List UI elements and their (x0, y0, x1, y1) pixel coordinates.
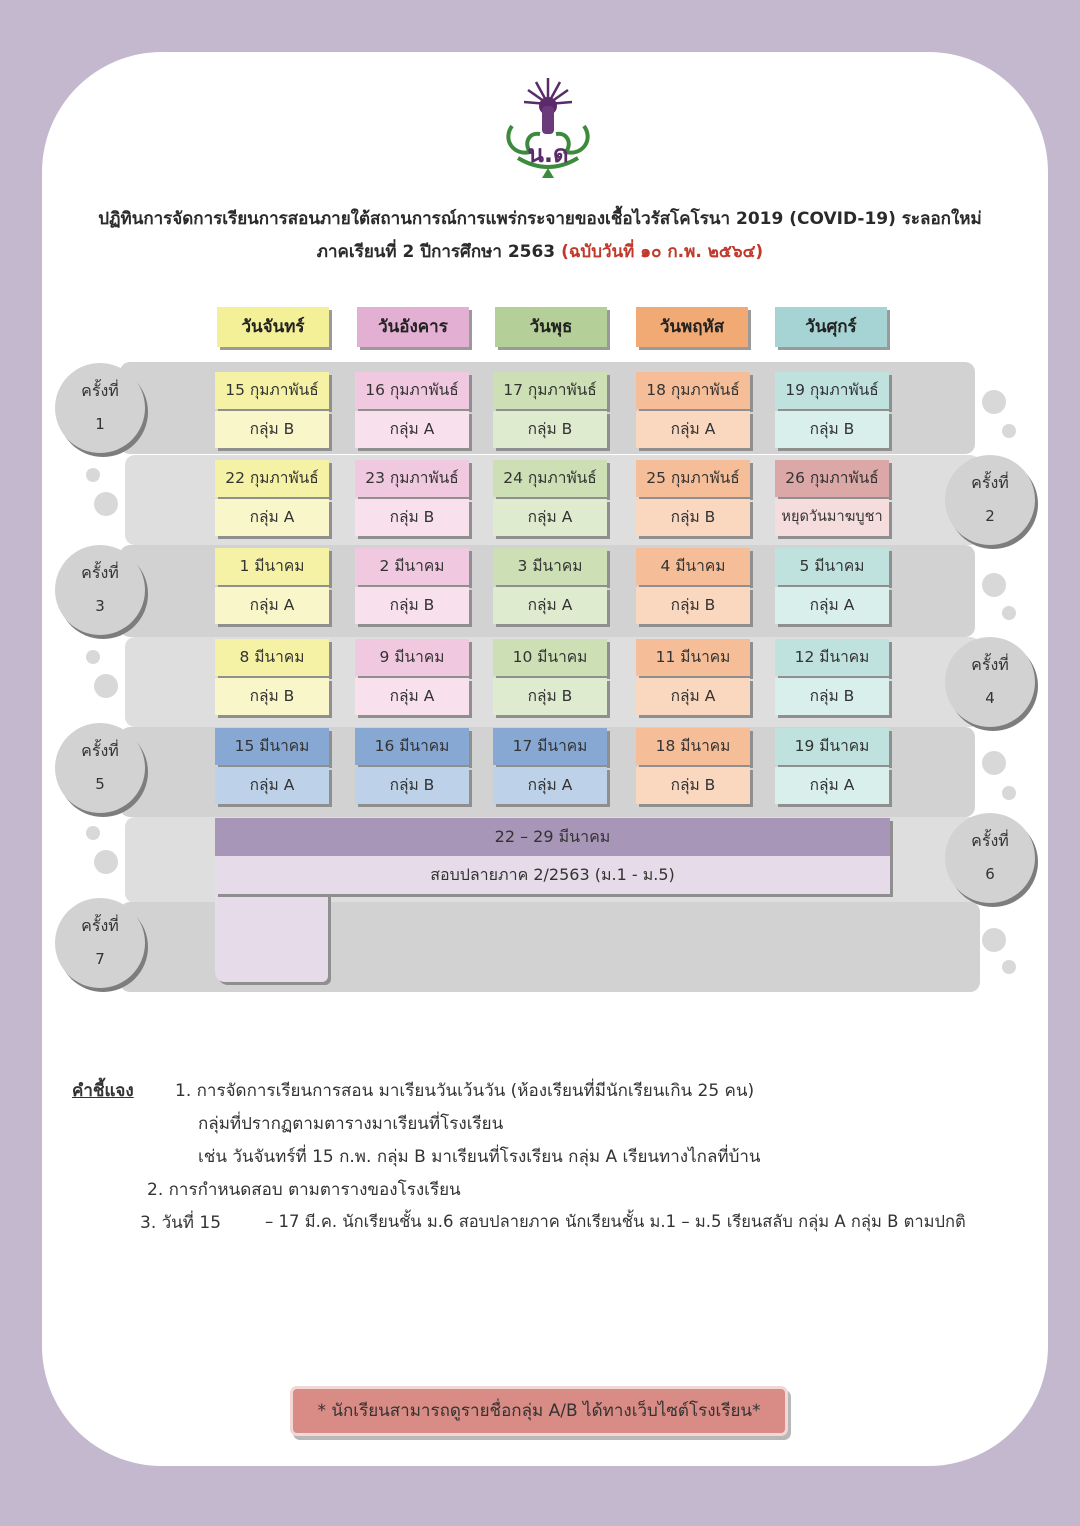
day-header-fri: วันศุกร์ (775, 307, 887, 347)
round-number: 7 (95, 950, 105, 968)
holiday-date-cell: 26 กุมภาพันธ์ (775, 460, 889, 497)
date-cell: 2 มีนาคม (355, 548, 469, 585)
date-cell: 17 กุมภาพันธ์ (493, 372, 607, 409)
round-label: ครั้งที่ (81, 563, 119, 582)
date-cell: 11 มีนาคม (636, 639, 750, 676)
round-marker-5 (55, 723, 145, 813)
group-cell: กลุ่ม B (636, 587, 750, 624)
round-label: ครั้งที่ (81, 916, 119, 935)
group-cell: กลุ่ม B (355, 767, 469, 804)
group-cell: กลุ่ม A (493, 767, 607, 804)
date-cell: 10 มีนาคม (493, 639, 607, 676)
date-cell: 15 มีนาคม (215, 728, 329, 765)
group-cell: กลุ่ม A (775, 587, 889, 624)
decor-dot (982, 573, 1006, 597)
round-label: ครั้งที่ (971, 655, 1009, 674)
group-cell: กลุ่ม B (493, 411, 607, 448)
round-label: ครั้งที่ (971, 831, 1009, 850)
page-title: ปฏิทินการจัดการเรียนการสอนภายใต้สถานการณ์การแพร่กระจายของเชื้อไวรัสโคโรนา 2019 (COVID-19) ระลอกใหม่ (98, 209, 982, 229)
date-cell: 9 มีนาคม (355, 639, 469, 676)
date-cell: 19 มีนาคม (775, 728, 889, 765)
date-cell: 19 กุมภาพันธ์ (775, 372, 889, 409)
date-cell: 12 มีนาคม (775, 639, 889, 676)
date-cell: 24 กุมภาพันธ์ (493, 460, 607, 497)
group-cell: กลุ่ม A (493, 499, 607, 536)
date-cell: 16 กุมภาพันธ์ (355, 372, 469, 409)
date-cell: 17 มีนาคม (493, 728, 607, 765)
note-line-1: 1. การจัดการเรียนการสอน มาเรียนวันเว้นวัน (ห้องเรียนที่มีนักเรียนเกิน 25 คน) (175, 1081, 755, 1101)
decor-dot (982, 390, 1006, 414)
exam-label: สอบปลายภาค 2/2563 (ม.1 - ม.5) (215, 856, 890, 894)
decor-dot (1002, 424, 1016, 438)
school-logo (498, 74, 598, 182)
decor-dot (94, 492, 118, 516)
group-cell: กลุ่ม B (355, 587, 469, 624)
round-label: ครั้งที่ (971, 473, 1009, 492)
decor-dot (1002, 960, 1016, 974)
round-number: 3 (95, 597, 105, 615)
date-cell: 5 มีนาคม (775, 548, 889, 585)
round-number: 2 (985, 507, 995, 525)
group-cell: กลุ่ม B (355, 499, 469, 536)
group-cell: กลุ่ม A (493, 587, 607, 624)
group-cell: กลุ่ม B (215, 411, 329, 448)
group-cell: กลุ่ม B (775, 678, 889, 715)
date-cell: 8 มีนาคม (215, 639, 329, 676)
group-cell: กลุ่ม A (355, 411, 469, 448)
group-cell: กลุ่ม A (215, 587, 329, 624)
group-cell: กลุ่ม B (493, 678, 607, 715)
note-line-3: เช่น วันจันทร์ที่ 15 ก.พ. กลุ่ม B มาเรียนที่โรงเรียน กลุ่ม A เรียนทางไกลที่บ้าน (198, 1147, 761, 1167)
date-cell: 18 มีนาคม (636, 728, 750, 765)
group-cell: กลุ่ม B (636, 499, 750, 536)
round-number: 6 (985, 865, 995, 883)
note-line-5b: – 17 มี.ค. นักเรียนชั้น ม.6 สอบปลายภาค นักเรียนชั้น ม.1 – ม.5 เรียนสลับ กลุ่ม A กลุ่ม B ตามปกติ (265, 1212, 966, 1231)
day-header-tue: วันอังคาร (357, 307, 469, 347)
note-line-4: 2. การกำหนดสอบ ตามตารางของโรงเรียน (147, 1180, 461, 1200)
decor-dot (86, 468, 100, 482)
logo-text: น.ด (527, 140, 569, 168)
date-cell: 23 กุมภาพันธ์ (355, 460, 469, 497)
decor-dot (86, 650, 100, 664)
day-header-thu: วันพฤหัส (636, 307, 748, 347)
exam-dates: 22 – 29 มีนาคม (215, 818, 890, 856)
group-cell: กลุ่ม A (636, 678, 750, 715)
group-cell: กลุ่ม A (215, 767, 329, 804)
day-header-mon: วันจันทร์ (217, 307, 329, 347)
decor-dot (1002, 786, 1016, 800)
subtitle-term: ภาคเรียนที่ 2 ปีการศึกษา 2563 (316, 242, 556, 262)
round-label: ครั้งที่ (81, 381, 119, 400)
round-marker-7 (55, 898, 145, 988)
date-cell: 18 กุมภาพันธ์ (636, 372, 750, 409)
footnote-banner: * นักเรียนสามารถดูรายชื่อกลุ่ม A/B ได้ทางเว็บไซต์โรงเรียน* (293, 1389, 785, 1433)
group-cell: กลุ่ม A (215, 499, 329, 536)
decor-dot (94, 674, 118, 698)
round-marker-3 (55, 545, 145, 635)
exam-block-extension (215, 894, 328, 982)
notes-heading: คำชี้แจง (72, 1081, 134, 1101)
round-marker-2 (945, 455, 1035, 545)
decor-dot (982, 928, 1006, 952)
decor-dot (94, 850, 118, 874)
group-cell: กลุ่ม B (215, 678, 329, 715)
date-cell: 25 กุมภาพันธ์ (636, 460, 750, 497)
group-cell: กลุ่ม A (355, 678, 469, 715)
date-cell: 1 มีนาคม (215, 548, 329, 585)
group-cell: กลุ่ม A (636, 411, 750, 448)
date-cell: 16 มีนาคม (355, 728, 469, 765)
date-cell: 15 กุมภาพันธ์ (215, 372, 329, 409)
round-marker-6 (945, 813, 1035, 903)
date-cell: 4 มีนาคม (636, 548, 750, 585)
group-cell: กลุ่ม A (775, 767, 889, 804)
note-line-5a: 3. วันที่ 15 (140, 1213, 222, 1233)
decor-dot (1002, 606, 1016, 620)
decor-dot (982, 751, 1006, 775)
page-subtitle (40, 238, 1040, 265)
holiday-cell: หยุดวันมาฆบูชา (775, 499, 889, 536)
date-cell: 22 กุมภาพันธ์ (215, 460, 329, 497)
round-marker-1 (55, 363, 145, 453)
date-cell: 3 มีนาคม (493, 548, 607, 585)
note-line-2: กลุ่มที่ปรากฏตามตารางมาเรียนที่โรงเรียน (198, 1114, 504, 1134)
round-number: 5 (95, 775, 105, 793)
subtitle-version: (ฉบับวันที่ ๑๐ ก.พ. ๒๕๖๔) (561, 242, 764, 262)
day-header-wed: วันพุธ (495, 307, 607, 347)
round-number: 4 (985, 689, 995, 707)
group-cell: กลุ่ม B (636, 767, 750, 804)
round-marker-4 (945, 637, 1035, 727)
decor-dot (86, 826, 100, 840)
group-cell: กลุ่ม B (775, 411, 889, 448)
round-number: 1 (95, 415, 105, 433)
round-label: ครั้งที่ (81, 741, 119, 760)
